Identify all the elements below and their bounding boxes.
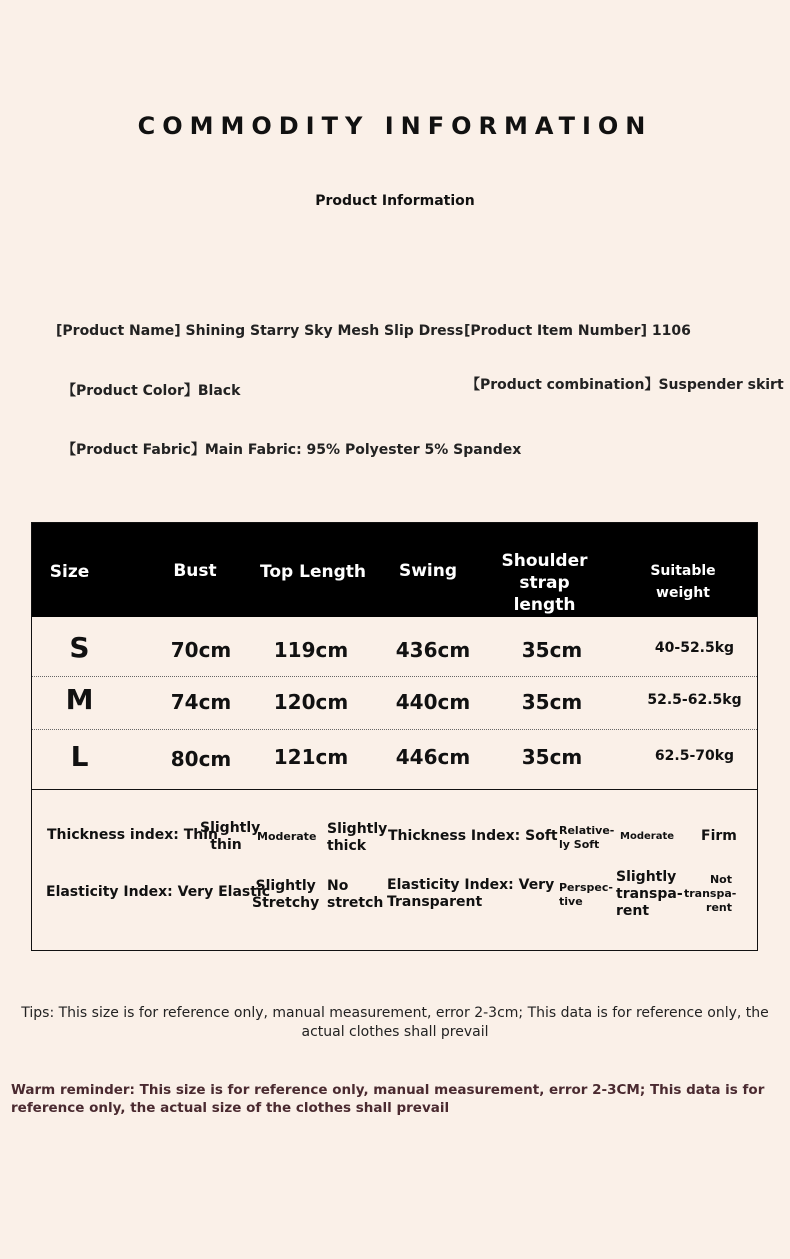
cell-size: S: [69, 631, 90, 664]
softness-opt-relatively-soft: [559, 824, 614, 852]
transparency-label-line2: Transparent: [387, 894, 483, 910]
softness-opt1-line2: ly Soft: [559, 838, 600, 851]
transparency-opt-not-transparent: [684, 873, 737, 915]
cell-strap: 35cm: [521, 745, 583, 769]
softness-opt-firm: Firm: [701, 828, 737, 844]
cell-weight: 52.5-62.5kg: [647, 692, 742, 708]
transparency-opt3-line3: rent: [706, 901, 732, 914]
thickness-opt-slightly-thick: [327, 821, 387, 855]
index-divider: [32, 789, 757, 790]
page-title: COMMODITY INFORMATION: [137, 112, 653, 140]
transparency-opt3-line1: Not: [709, 873, 732, 886]
softness-index-label: Thickness Index: Soft: [388, 828, 558, 844]
thickness-opt3-line1: Slightly: [327, 821, 388, 837]
transparency-index-label: [387, 877, 554, 911]
elasticity-index-label: Elasticity Index: Very Elastic: [46, 884, 271, 900]
cell-top-length: 120cm: [273, 690, 349, 714]
product-fabric: 【Product Fabric】Main Fabric: 95% Polyester 5% Spandex: [62, 442, 522, 458]
transparency-opt1-line1: Perspec-: [559, 881, 613, 894]
cell-strap: 35cm: [521, 690, 583, 714]
cell-swing: 440cm: [395, 690, 471, 714]
header-shoulder-strap: [487, 550, 602, 616]
table-row: [32, 623, 757, 676]
thickness-opt3-line2: thick: [327, 838, 367, 854]
transparency-opt2-line2: transpa-: [616, 886, 683, 902]
cell-size: L: [70, 740, 89, 773]
transparency-opt-slightly-transparent: [616, 869, 683, 920]
product-color: 【Product Color】Black: [62, 383, 241, 399]
elasticity-opt-no-stretch: [327, 878, 383, 912]
cell-top-length: 119cm: [273, 638, 349, 662]
section-subtitle: Product Information: [315, 193, 475, 209]
tips-note: Tips: This size is for reference only, manual measurement, error 2-3cm; This data is for reference only, the actual clothes shall prevail: [21, 1005, 769, 1040]
elasticity-opt2-line2: stretch: [327, 895, 384, 911]
cell-swing: 446cm: [395, 745, 471, 769]
thickness-index-label: Thickness index: Thin: [47, 827, 218, 843]
warm-reminder: Warm reminder: This size is for reference only, manual measurement, error 2-3CM; This data is for reference only, the actual size of the clothes shall prevail: [11, 1082, 765, 1116]
elasticity-opt1-line2: Stretchy: [252, 895, 320, 911]
cell-weight: 40-52.5kg: [654, 640, 735, 656]
header-swing: Swing: [398, 561, 458, 581]
thickness-opt1-line1: Slightly: [200, 820, 261, 836]
softness-opt-moderate: Moderate: [620, 831, 675, 842]
product-combination: 【Product combination】Suspender skirt: [466, 377, 784, 393]
transparency-opt1-line2: tive: [559, 895, 583, 908]
header-suitable-weight: Suitable weight: [650, 563, 716, 601]
product-name: [Product Name] Shining Starry Sky Mesh Slip Dress: [56, 323, 464, 339]
cell-top-length: 121cm: [273, 745, 349, 769]
thickness-opt-slightly-thin: [200, 820, 261, 854]
size-table-header: [32, 523, 757, 617]
size-table: [31, 522, 758, 951]
cell-strap: 35cm: [521, 638, 583, 662]
softness-opt1-line1: Relative-: [559, 824, 615, 837]
thickness-opt-moderate: Moderate: [257, 830, 317, 843]
cell-bust: 80cm: [170, 747, 232, 771]
transparency-opt2-line3: rent: [616, 903, 650, 919]
cell-bust: 70cm: [170, 638, 232, 662]
product-item-number: [Product Item Number] 1106: [464, 323, 691, 339]
header-size: Size: [49, 562, 90, 582]
elasticity-opt-slightly-stretchy: [252, 878, 319, 912]
elasticity-opt2-line1: No: [327, 878, 349, 894]
header-top-length: Top Length: [260, 562, 366, 582]
thickness-opt1-line2: thin: [210, 837, 242, 853]
cell-size: M: [65, 683, 94, 716]
cell-swing: 436cm: [395, 638, 471, 662]
transparency-opt3-line2: transpa-: [684, 887, 737, 900]
table-row: [32, 677, 757, 730]
transparency-label-line1: Elasticity Index: Very: [387, 877, 555, 893]
transparency-opt2-line1: Slightly: [616, 869, 677, 885]
header-shoulder-line2: strap length: [513, 573, 576, 615]
transparency-opt-perspective: [559, 881, 613, 909]
cell-bust: 74cm: [170, 690, 232, 714]
table-row: [32, 730, 757, 783]
header-bust: Bust: [173, 561, 217, 581]
cell-weight: 62.5-70kg: [654, 748, 735, 764]
elasticity-opt1-line1: Slightly: [255, 878, 316, 894]
header-shoulder-line1: Shoulder: [501, 551, 588, 571]
